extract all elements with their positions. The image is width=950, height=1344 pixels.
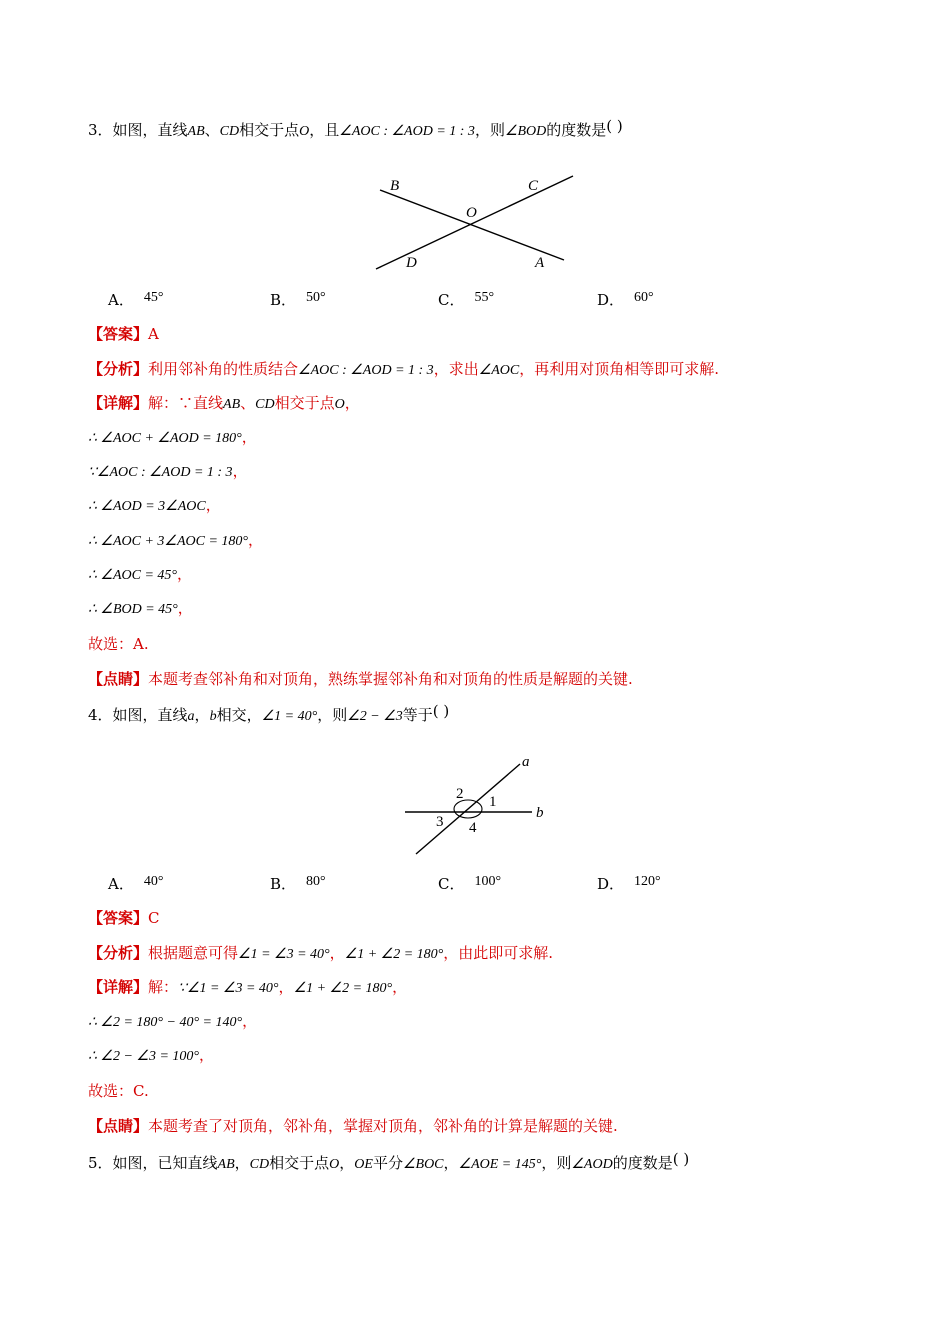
q4-stem-tail: 等于 <box>402 706 433 724</box>
q4-stem-a: a <box>187 709 195 724</box>
q4-option-a-value: 40° <box>143 874 164 889</box>
q3-option-a[interactable] <box>108 290 163 312</box>
q3-step-1 <box>88 427 257 449</box>
q4-detail-tag: 【详解】 <box>88 978 149 996</box>
q4-step-2-comma: ， <box>199 1046 215 1064</box>
q3-step-1-math: ∴ ∠AOC + ∠AOD = 180° <box>88 431 242 446</box>
q4-option-a[interactable] <box>108 874 163 896</box>
q3-option-d-label: D． <box>597 291 625 309</box>
q3-option-b-label: B． <box>270 291 297 309</box>
q3-stem-sep: 、 <box>204 121 220 139</box>
q4-stem <box>88 702 450 727</box>
q3-option-d-value: 60° <box>634 290 654 305</box>
q5-stem-mid: 相交于点 <box>269 1154 330 1172</box>
q3-label-a: A <box>535 255 545 271</box>
q5-stem-c3: ， <box>443 1154 459 1172</box>
q4-detail-m2: ∠1 + ∠2 = 180° <box>293 981 393 996</box>
q3-stem-tail: 的度数是 <box>546 121 607 139</box>
q3-option-b[interactable] <box>270 290 326 312</box>
q3-label-b: B <box>390 178 400 194</box>
q4-stem-paren: ( ) <box>432 702 450 720</box>
q3-detail-o: O <box>334 397 345 412</box>
q3-step-3 <box>88 495 221 517</box>
q5-stem-num: 5．如图，已知直线 <box>88 1154 218 1172</box>
q3-analysis-tag: 【分析】 <box>88 360 149 378</box>
q3-detail-sep: 、 <box>240 394 256 412</box>
q3-step-2 <box>88 461 248 483</box>
q3-label-d: D <box>406 255 417 271</box>
q4-option-c[interactable] <box>438 874 501 896</box>
q3-step-4 <box>88 530 263 552</box>
q4-label-a: a <box>522 754 530 770</box>
q4-label-1: 1 <box>489 794 497 810</box>
q3-option-d[interactable] <box>597 290 654 312</box>
q4-step-2-math: ∴ ∠2 − ∠3 = 100° <box>88 1049 200 1064</box>
q3-stem-cd: CD <box>219 124 240 139</box>
q3-step-2-math: ∵∠AOC : ∠AOD = 1 : 3 <box>88 465 233 480</box>
q3-stem-mid: 相交于点 <box>239 121 300 139</box>
q4-option-d-label: D． <box>597 875 625 893</box>
q5-stem-bis: 平分 <box>372 1154 403 1172</box>
q3-detail-tag: 【详解】 <box>88 394 149 412</box>
q3-step-2-comma: ， <box>232 462 248 480</box>
q5-stem-aoe: ∠AOE = 145° <box>458 1157 542 1172</box>
q5-stem-oe: OE <box>354 1157 373 1172</box>
q3-step-6-comma: ， <box>177 599 193 617</box>
q4-analysis-p1: 根据题意可得 <box>148 944 239 962</box>
q5-stem-c2: ， <box>339 1154 355 1172</box>
q3-step-3-math: ∴ ∠AOD = 3∠AOC <box>88 499 206 514</box>
q4-step-1-math: ∴ ∠2 = 180° − 40° = 140° <box>88 1015 243 1030</box>
q3-step-6-math: ∴ ∠BOD = 45° <box>88 602 178 617</box>
q4-detail-m1: ∵∠1 = ∠3 = 40° <box>178 981 279 996</box>
q4-option-d-value: 120° <box>634 874 661 889</box>
q4-step-2 <box>88 1045 214 1067</box>
q5-stem-ab: AB <box>217 1157 235 1172</box>
q4-analysis-p3: ，由此即可求解. <box>443 944 554 962</box>
q3-analysis-p2: ，求出 <box>433 360 479 378</box>
q3-stem-bod: ∠BOD <box>504 124 547 139</box>
q4-answer-tag: 【答案】 <box>88 909 149 927</box>
q3-line-ab <box>380 190 564 260</box>
q3-detail <box>88 393 360 415</box>
q3-stem-paren: ( ) <box>606 117 623 135</box>
q4-analysis-m2: ∠1 + ∠2 = 180° <box>344 947 444 962</box>
q4-stem-c1: ， <box>194 706 210 724</box>
q3-step-5 <box>88 564 192 586</box>
q3-stem-o: O <box>299 124 310 139</box>
q3-step-5-comma: ， <box>177 565 193 583</box>
q4-label-2: 2 <box>456 786 464 802</box>
q3-analysis <box>88 359 719 381</box>
q3-detail-cd: CD <box>255 397 275 412</box>
q3-stem <box>88 117 623 142</box>
q5-stem-then: ，则 <box>541 1154 572 1172</box>
q4-comment <box>88 1116 618 1136</box>
q5-stem-c1: ， <box>234 1154 250 1172</box>
q4-option-c-label: C． <box>438 875 465 893</box>
q3-option-c-value: 55° <box>474 290 495 305</box>
q4-stem-mid: 相交， <box>216 706 262 724</box>
q4-detail-p2: ， <box>278 978 294 996</box>
q5-stem-tail: 的度数是 <box>612 1154 673 1172</box>
q5-stem-paren: ( ) <box>672 1150 690 1168</box>
q3-stem-then: ，则 <box>474 121 505 139</box>
q4-stem-num: 4．如图，直线 <box>88 706 188 724</box>
q3-analysis-m1: ∠AOC : ∠AOD = 1 : 3 <box>298 363 434 378</box>
q3-detail-p1: 解：∵直线 <box>148 394 224 412</box>
q5-stem-boc: ∠BOC <box>402 1157 444 1172</box>
q4-detail <box>88 977 407 999</box>
q3-answer-text: A <box>148 325 159 343</box>
q4-label-b: b <box>536 805 544 821</box>
q4-option-b-value: 80° <box>306 874 326 889</box>
q4-label-4: 4 <box>469 820 477 836</box>
q5-stem-cd: CD <box>249 1157 270 1172</box>
q4-detail-p1: 解： <box>148 978 179 996</box>
q4-analysis <box>88 943 553 965</box>
q3-step-6 <box>88 598 193 620</box>
q3-detail-comma: ， <box>344 394 360 412</box>
q3-choice: 故选：A. <box>88 635 149 653</box>
q4-label-3: 3 <box>436 814 444 830</box>
q3-detail-p2: 相交于点 <box>274 394 335 412</box>
q4-stem-cond: ∠1 = 40° <box>261 709 318 724</box>
q4-detail-p3: ， <box>392 978 408 996</box>
q3-figure <box>370 168 580 278</box>
q4-option-b[interactable] <box>270 874 326 896</box>
q3-answer <box>88 324 159 344</box>
q3-comment-tag: 【点睛】 <box>88 670 149 688</box>
q4-figure <box>400 752 560 862</box>
q3-option-a-value: 45° <box>143 290 164 305</box>
q4-analysis-p2: ， <box>329 944 345 962</box>
q3-option-c-label: C． <box>438 291 465 309</box>
q3-stem-and: ，且 <box>309 121 340 139</box>
q3-detail-ab: AB <box>223 397 241 412</box>
q4-stem-b: b <box>209 709 217 724</box>
q5-stem-o: O <box>329 1157 340 1172</box>
q3-step-4-comma: ， <box>248 531 264 549</box>
q4-stem-then: ，则 <box>317 706 348 724</box>
q3-step-5-math: ∴ ∠AOC = 45° <box>88 568 178 583</box>
q4-answer-text: C <box>148 909 160 927</box>
q3-option-a-label: A． <box>108 291 134 309</box>
q4-step-1 <box>88 1011 257 1033</box>
q4-option-c-value: 100° <box>474 874 502 889</box>
q3-analysis-p1: 利用邻补角的性质结合 <box>148 360 299 378</box>
q3-step-1-comma: ， <box>241 428 257 446</box>
q3-label-o: O <box>466 205 477 221</box>
q3-stem-ab: AB <box>187 124 205 139</box>
q4-option-b-label: B． <box>270 875 297 893</box>
q3-step-3-comma: ， <box>205 496 221 514</box>
q3-analysis-m2: ∠AOC <box>478 363 520 378</box>
q4-answer <box>88 908 160 928</box>
q5-stem-aod: ∠AOD <box>571 1157 613 1172</box>
q4-line-a <box>416 764 520 854</box>
q4-step-1-comma: ， <box>242 1012 258 1030</box>
q4-choice: 故选：C. <box>88 1082 149 1100</box>
q3-comment-text: 本题考查邻补角和对顶角，熟练掌握邻补角和对顶角的性质是解题的关键. <box>148 670 633 688</box>
q4-option-a-label: A． <box>108 875 134 893</box>
q4-option-d[interactable] <box>597 874 661 896</box>
q4-comment-tag: 【点睛】 <box>88 1117 149 1135</box>
q3-option-c[interactable] <box>438 290 494 312</box>
q4-analysis-m1: ∠1 = ∠3 = 40° <box>238 947 330 962</box>
q4-analysis-tag: 【分析】 <box>88 944 149 962</box>
q3-answer-tag: 【答案】 <box>88 325 149 343</box>
q3-step-4-math: ∴ ∠AOC + 3∠AOC = 180° <box>88 534 249 549</box>
q4-stem-expr: ∠2 − ∠3 <box>347 709 403 724</box>
q3-comment <box>88 669 633 689</box>
q3-stem-ratio: ∠AOC : ∠AOD = 1 : 3 <box>339 124 475 139</box>
q3-label-c: C <box>528 178 539 194</box>
q3-stem-num: 3．如图，直线 <box>88 121 188 139</box>
q5-stem <box>88 1150 690 1175</box>
q3-analysis-p3: ，再利用对顶角相等即可求解. <box>519 360 720 378</box>
q4-comment-text: 本题考查了对顶角，邻补角，掌握对顶角，邻补角的计算是解题的关键. <box>148 1117 618 1135</box>
q3-option-b-value: 50° <box>306 290 326 305</box>
